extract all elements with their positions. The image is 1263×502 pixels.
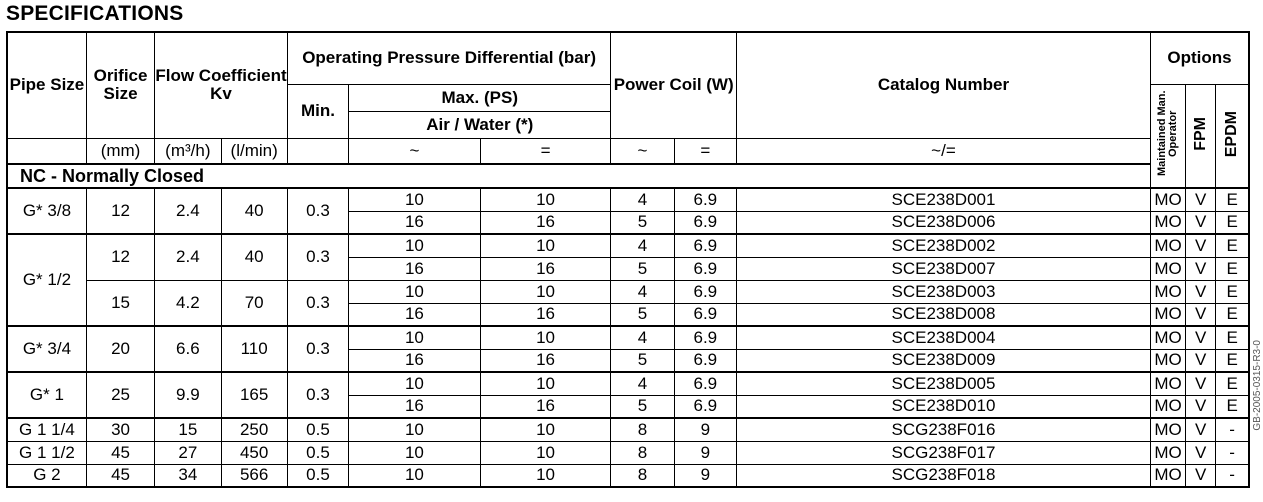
mo-cell: MO: [1150, 303, 1185, 326]
mo-cell: MO: [1150, 234, 1185, 257]
max-dc-cell: 10: [480, 441, 611, 464]
catalog-number-cell: SCG238F017: [736, 441, 1150, 464]
fpm-cell: V: [1186, 303, 1216, 326]
fpm-cell: V: [1186, 211, 1216, 234]
orifice-cell: 12: [86, 188, 154, 234]
kv-m3h-cell: 6.6: [155, 326, 221, 372]
kv-m3h-cell: 27: [155, 441, 221, 464]
max-ac-cell: 10: [349, 464, 481, 487]
orifice-cell: 45: [86, 464, 154, 487]
fpm-cell: V: [1186, 280, 1216, 303]
orifice-cell: 15: [86, 280, 154, 326]
catalog-number-cell: SCE238D010: [736, 395, 1150, 418]
kv-lmin-cell: 110: [221, 326, 287, 372]
maintained-operator-label: Maintained Man. Operator: [1156, 90, 1180, 177]
unit-blank: [7, 138, 86, 164]
mo-cell: MO: [1150, 188, 1185, 211]
pipe-size-cell: G* 3/8: [7, 188, 86, 234]
max-dc-cell: 10: [480, 372, 611, 395]
table-row: [7, 372, 1249, 395]
min-pressure-cell: 0.3: [287, 372, 348, 418]
coil-ac-cell: 8: [611, 418, 674, 441]
coil-dc-cell: 6.9: [674, 395, 736, 418]
epdm-cell: E: [1216, 372, 1249, 395]
side-document-code: GB-2005-0315-R3-0: [1252, 340, 1263, 431]
table-row: [7, 188, 1249, 211]
coil-dc-cell: 9: [674, 441, 736, 464]
max-dc-cell: 16: [480, 257, 611, 280]
min-pressure-cell: 0.3: [287, 326, 348, 372]
coil-dc-cell: 9: [674, 464, 736, 487]
catalog-number-cell: SCE238D002: [736, 234, 1150, 257]
coil-ac-cell: 4: [611, 188, 674, 211]
unit-lmin: (l/min): [221, 138, 287, 164]
coil-ac-cell: 5: [611, 349, 674, 372]
max-ac-cell: 10: [349, 418, 481, 441]
max-dc-cell: 10: [480, 280, 611, 303]
max-dc-cell: 16: [480, 303, 611, 326]
epdm-cell: E: [1216, 280, 1249, 303]
header-options: Options: [1150, 32, 1249, 84]
coil-dc-cell: 6.9: [674, 326, 736, 349]
min-pressure-cell: 0.3: [287, 280, 348, 326]
mo-cell: MO: [1150, 372, 1185, 395]
coil-dc-cell: 6.9: [674, 303, 736, 326]
pipe-size-cell: G 1 1/2: [7, 441, 86, 464]
coil-ac-cell: 8: [611, 464, 674, 487]
pipe-size-cell: G* 3/4: [7, 326, 86, 372]
epdm-cell: E: [1216, 303, 1249, 326]
fpm-cell: V: [1186, 188, 1216, 211]
orifice-cell: 45: [86, 441, 154, 464]
catalog-number-cell: SCE238D007: [736, 257, 1150, 280]
max-ac-cell: 10: [349, 188, 481, 211]
header-catalog-number: Catalog Number: [736, 32, 1150, 138]
epdm-cell: E: [1216, 326, 1249, 349]
catalog-number-cell: SCE238D006: [736, 211, 1150, 234]
pipe-size-cell: G* 1/2: [7, 234, 86, 326]
kv-m3h-cell: 4.2: [155, 280, 221, 326]
kv-m3h-cell: 34: [155, 464, 221, 487]
header-max-ps: Max. (PS): [349, 84, 611, 111]
coil-dc-cell: 9: [674, 418, 736, 441]
min-pressure-cell: 0.5: [287, 418, 348, 441]
catalog-number-cell: SCE238D009: [736, 349, 1150, 372]
max-ac-cell: 16: [349, 395, 481, 418]
max-ac-cell: 16: [349, 211, 481, 234]
kv-lmin-cell: 165: [221, 372, 287, 418]
coil-ac-cell: 8: [611, 441, 674, 464]
table-row: [7, 441, 1249, 464]
epdm-cell: E: [1216, 395, 1249, 418]
max-ac-cell: 10: [349, 280, 481, 303]
coil-ac-cell: 4: [611, 326, 674, 349]
max-ac-cell: 16: [349, 303, 481, 326]
fpm-cell: V: [1186, 257, 1216, 280]
max-dc-cell: 16: [480, 211, 611, 234]
table-row: [7, 326, 1249, 349]
header-epdm: EPDM: [1216, 84, 1249, 188]
coil-dc-cell: 6.9: [674, 349, 736, 372]
fpm-cell: V: [1186, 349, 1216, 372]
coil-ac-cell: 5: [611, 303, 674, 326]
kv-lmin-cell: 40: [221, 234, 287, 280]
mo-cell: MO: [1150, 280, 1185, 303]
min-pressure-cell: 0.5: [287, 464, 348, 487]
coil-ac-cell: 5: [611, 211, 674, 234]
coil-dc-cell: 6.9: [674, 234, 736, 257]
fpm-cell: V: [1186, 372, 1216, 395]
section-normally-closed: NC - Normally Closed: [7, 164, 1249, 188]
kv-lmin-cell: 40: [221, 188, 287, 234]
max-dc-cell: 10: [480, 234, 611, 257]
header-fpm: FPM: [1186, 84, 1216, 188]
catalog-number-cell: SCE238D004: [736, 326, 1150, 349]
epdm-cell: -: [1216, 464, 1249, 487]
kv-m3h-cell: 2.4: [155, 234, 221, 280]
mo-cell: MO: [1150, 349, 1185, 372]
kv-lmin-cell: 250: [221, 418, 287, 441]
unit-mm: (mm): [86, 138, 154, 164]
table-row: [7, 418, 1249, 441]
coil-dc-cell: 6.9: [674, 257, 736, 280]
coil-ac-cell: 5: [611, 257, 674, 280]
fpm-cell: V: [1186, 395, 1216, 418]
header-operating-pressure: Operating Pressure Differential (bar): [287, 32, 611, 84]
table-row: [7, 234, 1249, 257]
kv-lmin-cell: 450: [221, 441, 287, 464]
pipe-size-cell: G* 1: [7, 372, 86, 418]
min-pressure-cell: 0.3: [287, 234, 348, 280]
max-ac-cell: 10: [349, 234, 481, 257]
max-ac-cell: 16: [349, 349, 481, 372]
mo-cell: MO: [1150, 418, 1185, 441]
pipe-size-cell: G 1 1/4: [7, 418, 86, 441]
min-pressure-cell: 0.5: [287, 441, 348, 464]
epdm-cell: E: [1216, 234, 1249, 257]
table-row: [7, 464, 1249, 487]
epdm-cell: -: [1216, 441, 1249, 464]
mo-cell: MO: [1150, 257, 1185, 280]
epdm-cell: -: [1216, 418, 1249, 441]
max-dc-cell: 16: [480, 349, 611, 372]
header-min: Min.: [287, 84, 348, 138]
kv-m3h-cell: 9.9: [155, 372, 221, 418]
orifice-cell: 30: [86, 418, 154, 441]
coil-ac-cell: 4: [611, 280, 674, 303]
kv-m3h-cell: 15: [155, 418, 221, 441]
mo-cell: MO: [1150, 211, 1185, 234]
mo-cell: MO: [1150, 395, 1185, 418]
orifice-cell: 20: [86, 326, 154, 372]
fpm-cell: V: [1186, 234, 1216, 257]
kv-m3h-cell: 2.4: [155, 188, 221, 234]
catalog-number-cell: SCE238D003: [736, 280, 1150, 303]
mo-cell: MO: [1150, 326, 1185, 349]
header-pipe-size: Pipe Size: [7, 32, 86, 138]
specifications-table: [6, 31, 1250, 488]
max-ac-cell: 10: [349, 441, 481, 464]
coil-dc-cell: 6.9: [674, 372, 736, 395]
unit-pressure-ac: ~: [349, 138, 481, 164]
epdm-cell: E: [1216, 349, 1249, 372]
unit-coil-ac: ~: [611, 138, 674, 164]
coil-dc-cell: 6.9: [674, 188, 736, 211]
catalog-number-cell: SCE238D005: [736, 372, 1150, 395]
max-ac-cell: 10: [349, 372, 481, 395]
orifice-cell: 25: [86, 372, 154, 418]
header-air-water: Air / Water (*): [349, 111, 611, 138]
epdm-cell: E: [1216, 211, 1249, 234]
orifice-cell: 12: [86, 234, 154, 280]
unit-min-blank: [287, 138, 348, 164]
max-ac-cell: 16: [349, 257, 481, 280]
coil-dc-cell: 6.9: [674, 280, 736, 303]
catalog-number-cell: SCE238D008: [736, 303, 1150, 326]
unit-pressure-dc: =: [480, 138, 611, 164]
mo-cell: MO: [1150, 441, 1185, 464]
unit-m3h: (m³/h): [155, 138, 221, 164]
max-dc-cell: 10: [480, 188, 611, 211]
max-dc-cell: 16: [480, 395, 611, 418]
fpm-cell: V: [1186, 464, 1216, 487]
fpm-cell: V: [1186, 441, 1216, 464]
unit-catalog-acdc: ~/=: [736, 138, 1150, 164]
unit-coil-dc: =: [674, 138, 736, 164]
kv-lmin-cell: 566: [221, 464, 287, 487]
header-orifice-size: Orifice Size: [86, 32, 154, 138]
header-flow-coefficient: Flow Coefficient Kv: [155, 32, 288, 138]
header-power-coil: Power Coil (W): [611, 32, 737, 138]
epdm-cell: E: [1216, 188, 1249, 211]
catalog-number-cell: SCE238D001: [736, 188, 1150, 211]
min-pressure-cell: 0.3: [287, 188, 348, 234]
max-dc-cell: 10: [480, 464, 611, 487]
coil-ac-cell: 4: [611, 372, 674, 395]
fpm-cell: V: [1186, 418, 1216, 441]
epdm-cell: E: [1216, 257, 1249, 280]
max-dc-cell: 10: [480, 418, 611, 441]
max-ac-cell: 10: [349, 326, 481, 349]
pipe-size-cell: G 2: [7, 464, 86, 487]
max-dc-cell: 10: [480, 326, 611, 349]
mo-cell: MO: [1150, 464, 1185, 487]
coil-ac-cell: 4: [611, 234, 674, 257]
page-title: SPECIFICATIONS: [6, 2, 184, 25]
catalog-number-cell: SCG238F018: [736, 464, 1150, 487]
kv-lmin-cell: 70: [221, 280, 287, 326]
coil-ac-cell: 5: [611, 395, 674, 418]
table-row: [7, 280, 1249, 303]
fpm-cell: V: [1186, 326, 1216, 349]
catalog-number-cell: SCG238F016: [736, 418, 1150, 441]
coil-dc-cell: 6.9: [674, 211, 736, 234]
